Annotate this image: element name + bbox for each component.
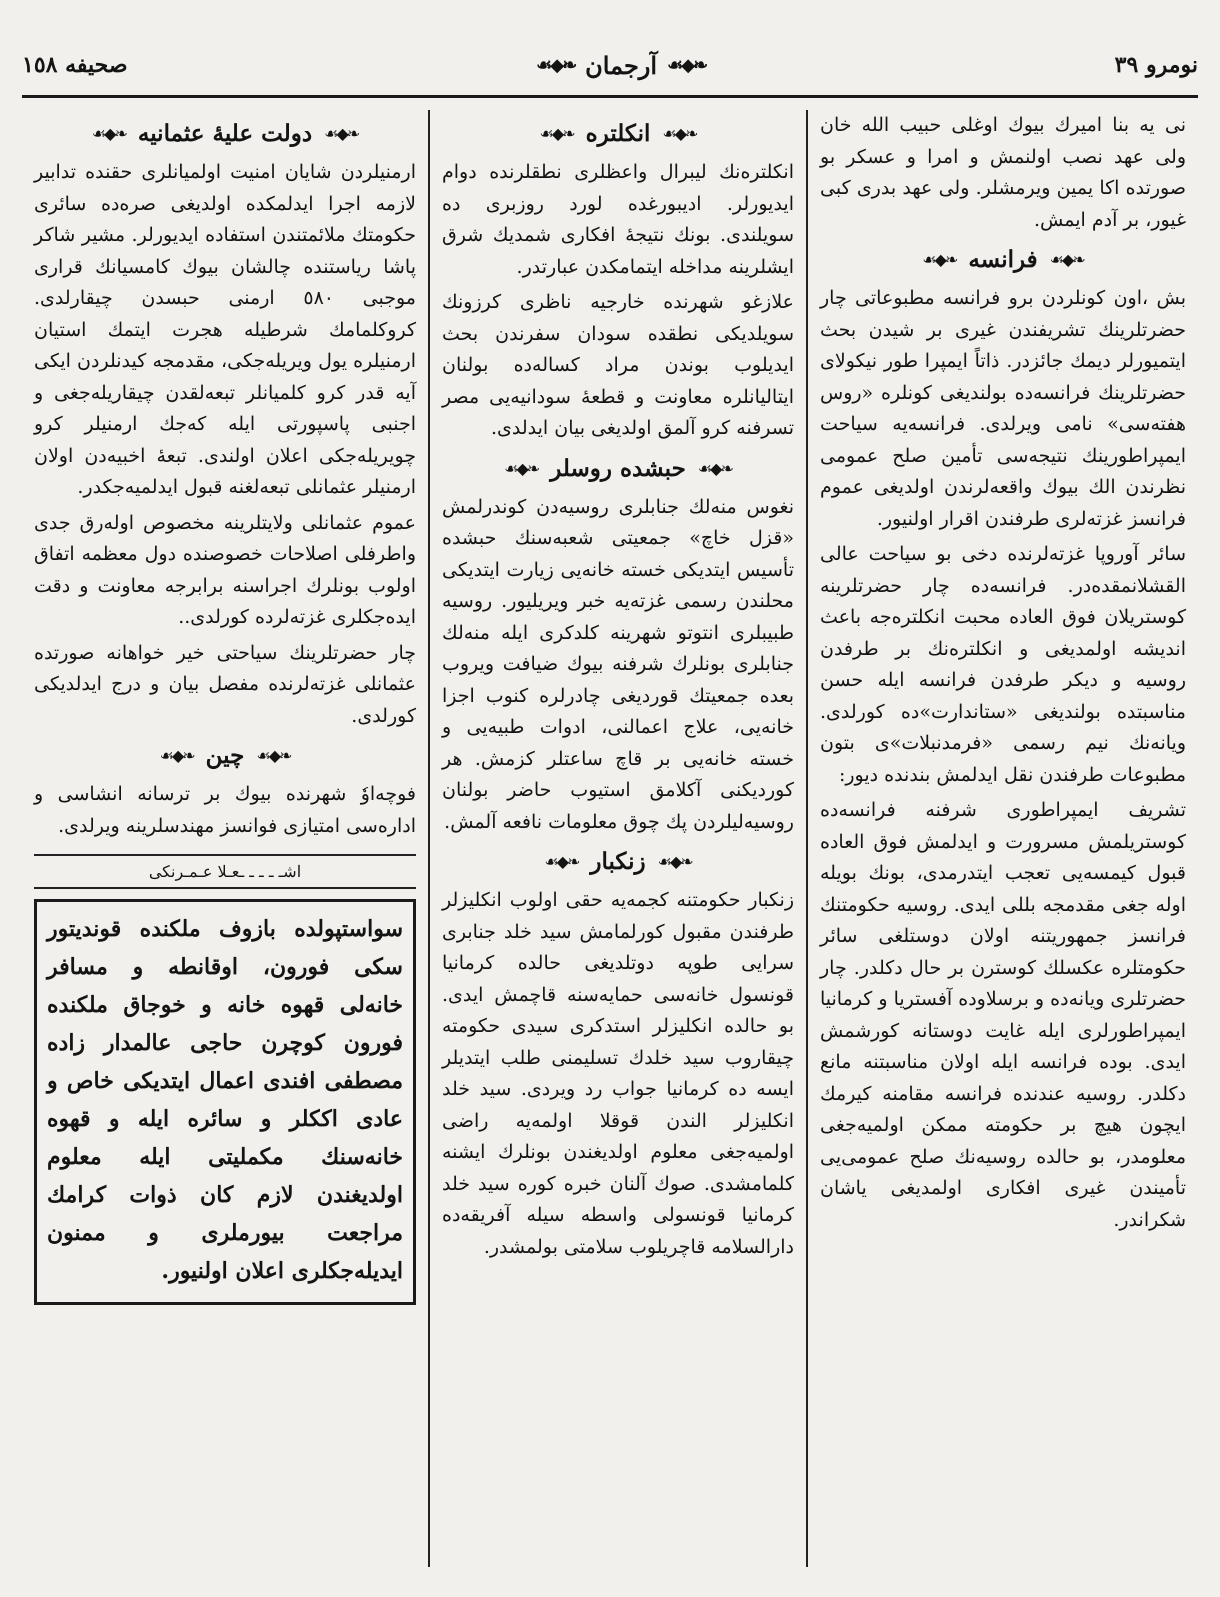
article-paragraph: چار حضرتلرینك سیاحتی خیر خواهانه صورتده عثمانلی غزته‌لرنده مفصل بیان و درج ایدلدیكی كورلدی. [34,641,416,727]
ornament-icon: ❧◆☙ [91,124,126,143]
section-title-text: دولت علیهٔ عثمانیه [137,120,313,147]
masthead [22,40,1198,90]
issue-number: نومرو ٣٩ [1114,52,1198,78]
column-left [22,110,428,1567]
ornament-icon: ❧◆☙ [536,54,576,76]
article-paragraph: نغوس منه‌لك جنابلری روسیه‌دن كوندرلمش «قزل خاچ» جمعیتی شعبه‌سنك حبشده تأسیس ایتدیكی خسته خانه‌یی زیارت ایتدیكی محلندن رسمی غزته‌یه خبر ویریلیور. روسیه طبیبلری انتوتو شهرینه كلدكری ایله منه‌لك جنابلری بونلرك شرفنه بیوك ضیافت ویروب بعده جمعیتك قوردیغی چادرلره كنوب اجزا خانه‌یی، علاج اعمالنی، ادوات طبیه‌یی و خسته خانه‌یی بر قاچ ساعتلر كزمش. هر كوردیكنی آكلامق استیوب حاضر بولنان روسیه‌لیلردن پك چوق معلومات نافعه آلمش. [442,495,794,833]
section-title-text: چین [205,742,245,769]
article-paragraph: ارمنیلردن شایان امنیت اولمیانلری حقنده تدابیر لازمه اجرا ایدلمكده اولدیغی صره‌ده سائری حكومتك ملائمتندن استفاده ایدیورلر. مشیر شاكر پاشا ریاستنده چالشان بیوك كامسیانك قراری موجبی ٥٨٠ ارمنی حبسدن چیقارلدی. كروكلمامك شرطیله هجرت ایتمك استیان ارمنیلره یول ویریله‌جكی، مقدمجه كیدنلردن ایكی آیه قدر كرو كلمیانلر تبعه‌لقدن چیقاریله‌جغی و اجنبی پاسپورتی ایله كه‌جك ارمنیلر كرو چویریله‌جكی اعلان اولندی. تبعهٔ اخبیه‌دن اولان ارمنیلر عثمانلی تبعه‌لغنه قبول ایدلمیه‌جكدر. [34,161,416,498]
article-paragraph: فوچه‌اوٗ شهرنده بیوك بر ترسانه انشاسی و اداره‌سی امتیازی فوانسز مهندسلرینه ویرلدی. [34,783,416,837]
advertisement-header: اشـ ـ ـ ـ ـعـلا عـمـرنكی [34,854,416,889]
section-title-text: زنكبار [590,848,646,875]
advertisement-text: سواستپولده بازوف ملكنده قوندیتور سكی فورون، اوقانطه و مسافر خانه‌لی قهوه خانه و خوجاق ملكنده فورون كوچرن حاجی عالمدار زاده مصطفی افندی اعمال ایتدیكی خاص و عادی اككلر و سائره ایله و قهوه خانه‌سنك مكملیتی ایله معلوم اولدیغندن لازم كان ذوات كرامك مراجعت بیورملری و ممنون ایدیله‌جكلری اعلان اولنیور. [47,916,403,1284]
newspaper-title: آرجمان [585,50,658,80]
section-title-ottoman [34,120,416,147]
article-paragraph: عموم عثمانلی ولایتلرینه مخصوص اوله‌رق جدی واطرفلی اصلاحات خصوصنده دول معظمه اتفاق اولوب بونلرك اجراسنه برابرجه معاونت و دقت ایده‌جكلری غزته‌لرده كورلدی.. [34,511,416,628]
ornament-icon: ❧◆☙ [256,746,291,765]
ornament-icon: ❧◆☙ [1049,250,1084,269]
section-title-china [34,742,416,769]
page-number: صحيفه ١٥٨ [22,52,128,78]
ornament-icon: ❧◆☙ [504,458,539,478]
ornament-icon: ❧◆☙ [922,250,957,269]
section-title-text: فرانسه [968,246,1038,273]
ornament-icon: ❧◆☙ [539,124,574,143]
ornament-icon: ❧◆☙ [657,852,692,871]
article-paragraph: سائر آوروپا غزته‌لرنده دخی بو سیاحت عالی القشلانمقده‌در. فرانسه‌ده چار حضرتلرینه كوستریلان فوق العاده محبت انكلتره‌جه باعث اندیشه اولمدیغی و انكلتره‌نك بر طرفدن روسیه و دیكر طرفدن فرانسه ایله حسن مناسبتده بولندیغی «ستاندارت»ده كورلدی. ویانه‌نك نیم رسمی «فرمدنبلات»ی بتون مطبوعات طرفندن نقل ایدلمش بندنده دیور: [820,543,1186,786]
article-paragraph: تشریف ایمپراطوری شرفنه فرانسه‌ده كوستریلمش مسرورت و ایدلمش فوق العاده قبول كیمسه‌یی تعجب ایتدرمدی، بونك بویله اوله جغی مقدمجه بللی ایدی. روسیه حكومتنك فرانسز جمهوریتنه اولان دوستلغی سائر حكومتلره عكسلك كوسترن بر حال دكلدر. چار حضرتلری ویانه‌ده و برسلاوده آفستریا و كرمانیا ایمپراطورلری ایله غایت دوستانه كورشمش ایدی. بوده فرانسه ایله اولان مناسبتنه مانع دكلدر. روسیه عندنده فرانسه مقامنه كیرمك ایچون هیچ بر حكومته ممكن اولمیه‌جغی معلومدر، بو حالده روسیه‌نك صلح عمومی‌یی تأمیندن غیری افكاری اولمدیغی یاشان شكراندر. [820,799,1186,1231]
newspaper-title-wrap [536,51,706,80]
column-right [808,110,1198,1567]
section-title-abyssinia [442,455,794,482]
ornament-icon: ❧◆☙ [159,746,194,765]
article-paragraph: بش ،اون كونلردن برو فرانسه مطبوعاتی چار حضرتلرینك تشریفندن غیری بر شیدن بحث ایتمیورلر دیمك جائزدر. ذاتاً ایمپرا طور نیكولای حضرتلرینك فرانسه‌ده بولندیغی كونلره «روس هفته‌سی» نامی ویرلدی. فرانسه‌یه سیاحت ایمپراطورینك نتیجه‌سی تأمین صلح عمومی نظرندن الك بیوك واقعه‌لرندن اولدیغی عموم فرانسز غزته‌لری طرفندن اقرار اولنیور. [820,287,1186,530]
section-title-text: حبشده روسلر [550,454,686,482]
ornament-icon: ❧◆☙ [697,458,732,478]
section-title-england [442,120,794,147]
ornament-icon: ❧◆☙ [662,124,697,143]
section-title-zanzibar [442,848,794,875]
article-paragraph: علازغو شهرنده خارجیه ناظری كرزونك سویلدیكی نطقده سودان سفرندن بحث ایدیلوب بوندن مراد كساله‌ده بولنان ایتالیانلره معاونت و قطعهٔ سودانیه‌یی مصر تسرفنه كرو آلمق اولدیغی بیان ایدلدی. [442,291,794,439]
intro-paragraph: نی یه بنا امیرك بیوك اوغلی حبیب الله خان ولی عهد نصب اولنمش و امرا و عسكر بو صورتده اكا یمین ویرمشلر. ولی عهد بدری كبی غیور، بر آدم ایمش. [820,114,1186,231]
advertisement-box [34,899,416,1305]
section-title-text: انكلتره [585,120,651,147]
column-middle [428,110,808,1567]
article-paragraph: زنكبار حكومتنه كجمه‌یه حقی اولوب انكلیزلر طرفندن مقبول كورلمامش سید خلد جنابری سرایی طوپه دوتلدیغی حالده كرمانیا قونسول خانه‌سی حمایه‌سنه قاچمش ایدی. بو حالده انكلیزلر استدكری سیدی حكومته چیقاروب سید خلدك تسلیمنی طلب ایتدیلر ایسه ده كرمانیا جواب رد ویردی. سید خلد انكلیزلر الندن قوقلا اولمه‌یه راضی اولمیه‌جغی معلوم اولدیغندن بونلرك ایشنه كلمامشدی. صوك آلنان خبره كوره سید خلد كرمانیا قونسولی واسطه سیله آفریقه‌ده دارالسلامه قاچریلوب سلامتی بولمشدر. [442,889,794,1258]
ornament-icon: ❧◆☙ [324,124,359,143]
ornament-icon: ❧◆☙ [544,852,579,871]
section-title-france [820,246,1186,273]
ornament-icon: ❧◆☙ [667,54,707,76]
columns [22,110,1198,1567]
header-rule [22,95,1198,98]
article-paragraph: انكلتره‌نك لیبرال واعظلری نطقلرنده دوام ایدیورلر. ادیبورغده لورد روزبری ده سویلندی. بونك نتیجهٔ افكاری شمدیك شرق ایشلرینه مداخله ایتمامكدن عبارتدر. [442,161,794,278]
